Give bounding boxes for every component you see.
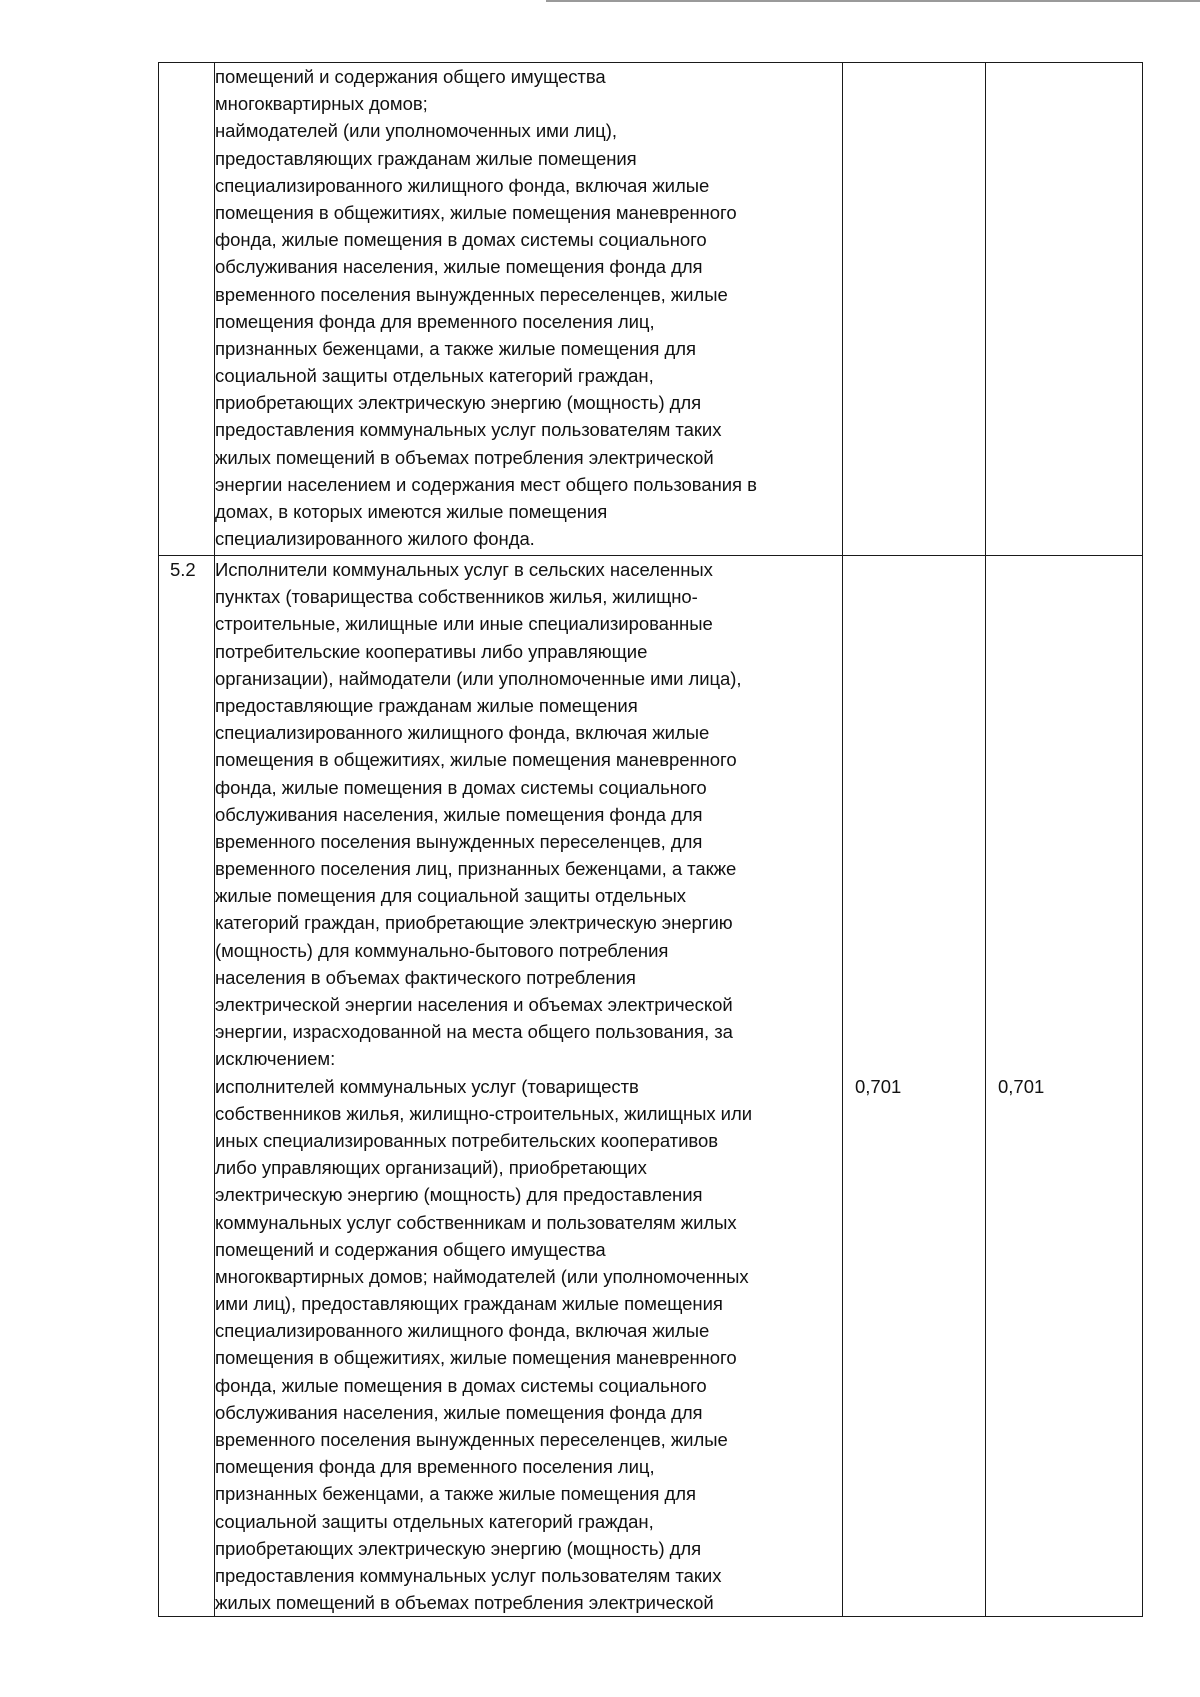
table-row (159, 556, 1143, 1617)
description-text (215, 63, 842, 552)
text-line: исключением: (215, 1048, 336, 1070)
text-line: приобретающих электрическую энергию (мощность) для (215, 392, 702, 414)
text-line: либо управляющих организаций), приобретающих (215, 1157, 647, 1179)
text-line: признанных беженцами, а также жилые помещения для (215, 337, 696, 359)
text-line: специализированного жилищного фонда, включая жилые (215, 1320, 710, 1342)
text-line: жилых помещений в объемах потребления электрической (215, 1592, 714, 1614)
text-line: временного поселения лиц, признанных беженцами, а также (215, 858, 737, 880)
value-cell-1 (843, 63, 986, 556)
text-line: помещений и содержания общего имущества (215, 1238, 606, 1260)
text-line: обслуживания населения, жилые помещения фонда для (215, 1401, 703, 1423)
text-line: ими лиц), предоставляющих гражданам жилые помещения (215, 1293, 723, 1315)
text-line: социальной защиты отдельных категорий граждан, (215, 365, 654, 387)
text-line: специализированного жилищного фонда, включая жилые (215, 174, 710, 196)
text-line: многоквартирных домов; наймодателей (или уполномоченных (215, 1265, 749, 1287)
text-line: собственников жилья, жилищно-строительных, жилищных или (215, 1102, 752, 1124)
text-line: энергии населением и содержания мест общего пользования в (215, 473, 757, 495)
text-line: приобретающих электрическую энергию (мощность) для (215, 1537, 702, 1559)
text-line: домах, в которых имеются жилые помещения (215, 501, 608, 522)
text-line: фонда, жилые помещения в домах системы социального (215, 229, 707, 251)
text-line: предоставляющих гражданам жилые помещения (215, 147, 637, 169)
value-2: 0,701 (998, 1076, 1045, 1097)
text-line: помещений и содержания общего имущества (215, 66, 606, 87)
text-line: населения в объемах фактического потребления (215, 966, 636, 988)
description-cell (215, 556, 843, 1617)
text-line: потребительские кооперативы либо управляющие (215, 640, 648, 662)
text-line: электрической энергии населения и объемах электрической (215, 994, 733, 1015)
text-line: предоставления коммунальных услуг пользователям таких (215, 419, 722, 441)
text-line: Исполнители коммунальных услуг в сельских населенных (215, 559, 713, 580)
text-line: социальной защиты отдельных категорий граждан, (215, 1510, 654, 1532)
text-line: предоставляющие гражданам жилые помещения (215, 694, 638, 716)
text-line: многоквартирных домов; (215, 93, 428, 115)
text-line: временного поселения вынужденных переселенцев, для (215, 830, 703, 852)
text-line: предоставления коммунальных услуг пользователям таких (215, 1564, 722, 1586)
value-cell-2 (986, 63, 1143, 556)
text-line: обслуживания населения, жилые помещения фонда для (215, 256, 703, 278)
text-line: пунктах (товарищества собственников жилья, жилищно- (215, 586, 698, 608)
text-line: категорий граждан, приобретающие электрическую энергию (215, 912, 733, 934)
row-number-cell (159, 63, 215, 556)
text-line: специализированного жилого фонда. (215, 528, 535, 550)
row-number-cell (159, 556, 215, 1617)
text-line: иных специализированных потребительских кооперативов (215, 1129, 718, 1151)
text-line: организации), наймодатели (или уполномоченные ими лица), (215, 667, 742, 689)
text-line: коммунальных услуг собственникам и пользователям жилых (215, 1211, 737, 1233)
text-line: фонда, жилые помещения в домах системы социального (215, 776, 707, 798)
text-line: обслуживания населения, жилые помещения фонда для (215, 803, 703, 825)
text-line: жилых помещений в объемах потребления электрической (215, 446, 714, 468)
text-line: временного поселения вынужденных переселенцев, жилые (215, 1429, 728, 1450)
description-cell (215, 63, 843, 556)
text-line: (мощность) для коммунально-бытового потребления (215, 939, 669, 961)
text-line: помещения фонда для временного поселения лиц, (215, 1456, 655, 1478)
text-line: помещения в общежитиях, жилые помещения маневренного (215, 1347, 737, 1369)
text-line: помещения в общежитиях, жилые помещения маневренного (215, 749, 737, 771)
text-line: временного поселения вынужденных переселенцев, жилые (215, 283, 728, 305)
text-line: строительные, жилищные или иные специализированные (215, 613, 713, 635)
tariff-table-body (159, 63, 1143, 1617)
text-line: признанных беженцами, а также жилые помещения для (215, 1483, 696, 1505)
text-line: наймодателей (или уполномоченных ими лиц), (215, 120, 617, 142)
text-line: жилые помещения для социальной защиты отдельных (215, 885, 686, 907)
text-line: энергии, израсходованной на места общего пользования, за (215, 1021, 733, 1043)
table-row (159, 63, 1143, 556)
text-line: исполнителей коммунальных услуг (товариществ (215, 1075, 639, 1097)
text-line: специализированного жилищного фонда, включая жилые (215, 722, 710, 744)
text-line: помещения фонда для временного поселения лиц, (215, 310, 655, 332)
tariff-table (158, 62, 1143, 1617)
value-cell-1 (843, 556, 986, 1617)
text-line: фонда, жилые помещения в домах системы социального (215, 1374, 707, 1396)
row-number: 5.2 (170, 559, 196, 580)
value-cell-2 (986, 556, 1143, 1617)
text-line: помещения в общежитиях, жилые помещения маневренного (215, 201, 737, 223)
description-text (215, 556, 842, 1616)
text-line: электрическую энергию (мощность) для предоставления (215, 1184, 703, 1206)
page-top-rule (546, 0, 1200, 2)
value-1: 0,701 (855, 1076, 902, 1097)
